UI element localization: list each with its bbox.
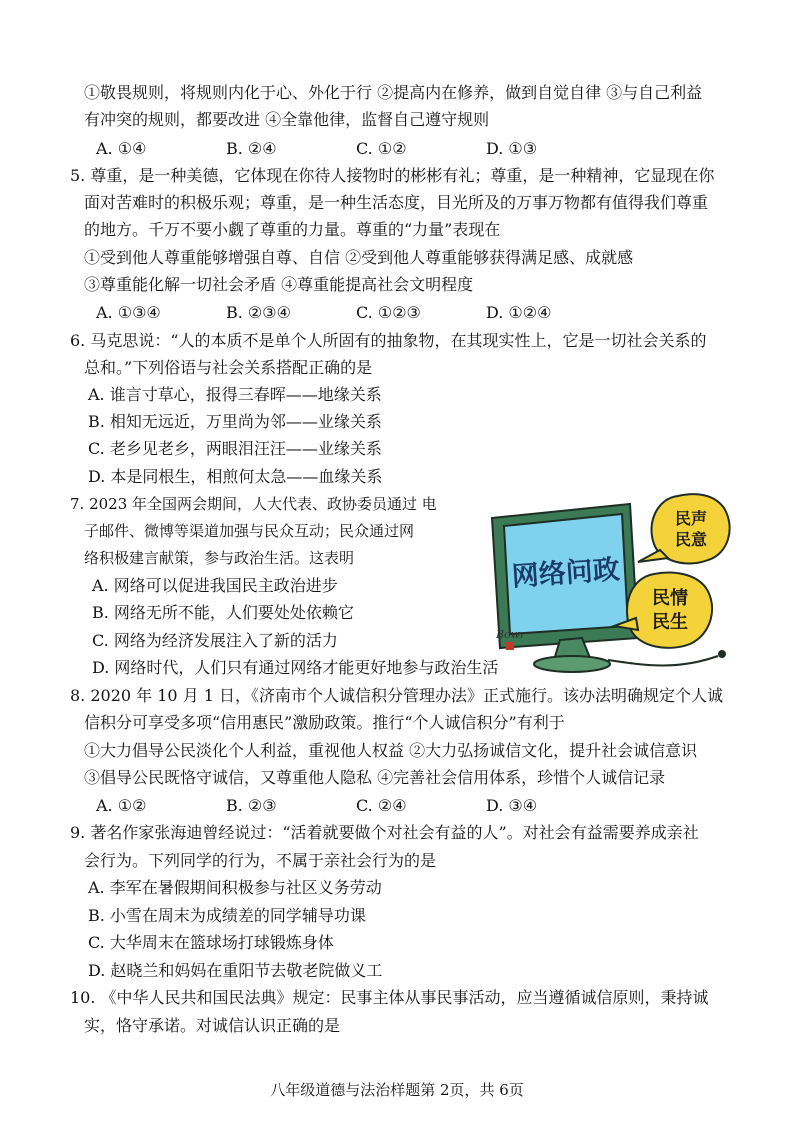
bubble-2-line-2: 民生 (652, 612, 688, 633)
monitor-base (534, 656, 610, 672)
q4-line-2: 有冲突的规则，都要改进 ④全靠他律，监督自己遵守规则 (84, 110, 490, 129)
q7-line-3: 络积极建言献策，参与政治生活。这表明 (84, 549, 355, 567)
q5-option-c: C. ①②③ (356, 303, 421, 322)
artist-signature: Bowr (496, 628, 526, 641)
q6-option-a: A. 谁言寸草心，报得三春晖——地缘关系 (88, 385, 382, 404)
q10-line-2: 实，恪守承诺。对诚信认识正确的是 (84, 1016, 341, 1035)
q8-line-3: ①大力倡导公民淡化个人利益，重视他人权益 ②大力弘扬诚信文化，提升社会诚信意识 (84, 741, 698, 760)
cartoon-illustration (478, 488, 778, 676)
q9-option-c: C. 大华周末在篮球场打球锻炼身体 (88, 933, 334, 952)
page-footer: 八年级道德与法治样题第 2页，共 6页 (270, 1081, 524, 1099)
q4-option-c: C. ①② (356, 139, 407, 158)
q5-line-5: ③尊重能化解一切社会矛盾 ④尊重能提高社会文明程度 (84, 275, 474, 294)
speech-bubble-2 (627, 573, 712, 648)
q5-options (96, 303, 616, 323)
q6-line-1: 6. 马克思说：“人的本质不是单个人所固有的抽象物，在其现实性上，它是一切社会关系的 (70, 331, 707, 350)
q6-option-b: B. 相知无远近，万里尚为邻——业缘关系 (88, 412, 382, 431)
q9-option-a: A. 李军在暑假期间积极参与社区义务劳动 (88, 878, 382, 897)
q8-line-1: 8. 2020 年 10 月 1 日，《济南市个人诚信积分管理办法》正式施行。该办法明确规定个人诚 (70, 686, 724, 705)
q7-option-d: D. 网络时代，人们只有通过网络才能更好地参与政治生活 (92, 658, 499, 677)
bubble-1-line-1: 民声 (674, 509, 708, 528)
q9-line-2: 会行为。下列同学的行为，不属于亲社会行为的是 (84, 851, 437, 870)
q8-line-2: 信积分可享受多项“信用惠民”激励政策。推行“个人诚信积分”有利于 (84, 713, 565, 732)
q9-option-d: D. 赵晓兰和妈妈在重阳节去敬老院做义工 (88, 961, 383, 980)
q8-option-a: A. ①② (96, 796, 147, 815)
q5-line-1: 5. 尊重，是一种美德，它体现在你待人接物时的彬彬有礼；尊重，是一种精神，它显现在你 (70, 166, 715, 185)
q8-option-d: D. ③④ (486, 796, 538, 815)
q7-line-2: 子邮件、微博等渠道加强与民众互动；民众通过网 (84, 522, 415, 540)
q5-option-d: D. ①②④ (486, 303, 552, 322)
q6-option-d: D. 本是同根生，相煎何太急——血缘关系 (88, 467, 383, 486)
q8-line-4: ③倡导公民既恪守诚信，又尊重他人隐私 ④完善社会信用体系，珍惜个人诚信记录 (84, 768, 666, 787)
bubble-2-line-1: 民情 (652, 588, 688, 609)
q4-line-1: ①敬畏规则，将规则内化于心、外化于行 ②提高内在修养，做到自觉自律 ③与自己利益 (84, 83, 703, 102)
q4-options (96, 139, 616, 159)
q8-option-c: C. ②④ (356, 796, 407, 815)
q4-option-d: D. ①③ (486, 139, 538, 158)
q8-option-b: B. ②③ (226, 796, 277, 815)
q4-option-a: A. ①④ (96, 139, 147, 158)
q7-option-b: B. 网络无所不能，人们要处处依赖它 (92, 603, 354, 622)
q7-option-a: A. 网络可以促进我国民主政治进步 (92, 576, 338, 595)
q8-options (96, 796, 616, 816)
seal-stamp (506, 642, 514, 650)
bubble-1-line-2: 民意 (674, 530, 708, 549)
q5-line-3: 的地方。千万不要小觑了尊重的力量。尊重的“力量”表现在 (84, 220, 501, 239)
q9-option-b: B. 小雪在周末为成绩差的同学辅导功课 (88, 906, 366, 925)
screen-text: 网络问政 (510, 554, 621, 593)
cable-plug (718, 650, 726, 658)
q6-line-2: 总和。”下列俗语与社会关系搭配正确的是 (84, 358, 373, 377)
q4-option-b: B. ②④ (226, 139, 277, 158)
cable (608, 656, 718, 666)
q5-option-a: A. ①③④ (96, 303, 161, 322)
q10-line-1: 10. 《中华人民共和国民法典》规定：民事主体从事民事活动，应当遵循诚信原则，秉持诚 (70, 988, 709, 1007)
q5-line-2: 面对苦难时的积极乐观；尊重，是一种生活态度，目光所及的万事万物都有值得我们尊重 (84, 193, 709, 212)
q5-option-b: B. ②③④ (226, 303, 291, 322)
q6-option-c: C. 老乡见老乡，两眼泪汪汪——业缘关系 (88, 439, 382, 458)
q5-line-4: ①受到他人尊重能够增强自尊、自信 ②受到他人尊重能够获得满足感、成就感 (84, 248, 634, 267)
q7-line-1: 7. 2023 年全国两会期间，人大代表、政协委员通过 电 (70, 495, 437, 513)
q9-line-1: 9. 著名作家张海迪曾经说过：“活着就要做个对社会有益的人”。对社会有益需要养成亲社 (70, 823, 699, 842)
q7-option-c: C. 网络为经济发展注入了新的活力 (92, 631, 338, 650)
